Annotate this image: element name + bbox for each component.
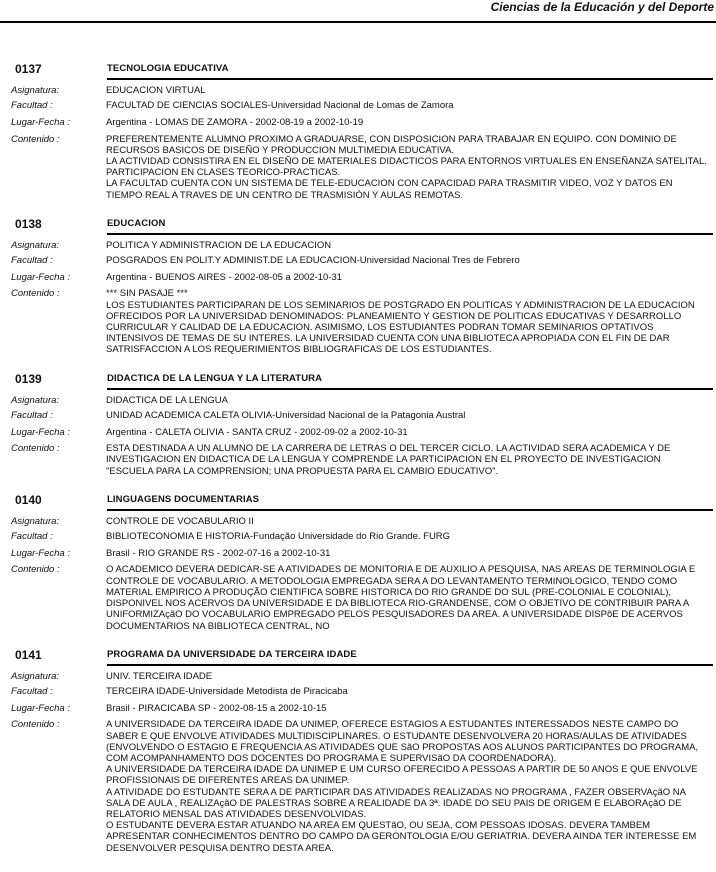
facultad-row — [0, 531, 716, 542]
facultad-label: Facultad : — [11, 255, 53, 267]
page-title: Ciencias de la Educación y del Deporte — [490, 0, 714, 14]
contenido-paragraph: *** SIN PASAJE *** — [106, 288, 188, 300]
lugar-fecha-value: Brasil - PIRACICABA SP - 2002-08-15 a 2002-10-15 — [106, 703, 327, 715]
facultad-row — [0, 255, 716, 266]
entry-code: 0137 — [15, 62, 42, 76]
entry-rule — [107, 664, 713, 666]
contenido-paragraph: LA FACULTAD CUENTA CON UN SISTEMA DE TELE-EDUCACION CON CAPACIDAD PARA TRASMITIR VIDEO, VOZ Y DATOS EN TIEMPO REAL A TRAVES DE UN CENTRO DE TRASMISIÓN Y AULAS REMOTAS. — [106, 178, 673, 201]
asignatura-row — [0, 395, 716, 406]
contenido-label: Contenido : — [11, 719, 60, 731]
contenido-value — [106, 719, 716, 853]
entry-header — [0, 213, 716, 239]
entry-header — [0, 368, 716, 394]
contenido-row — [0, 134, 716, 201]
entry-title: PROGRAMA DA UNIVERSIDADE DA TERCEIRA IDADE — [107, 648, 357, 660]
facultad-label: Facultad : — [11, 409, 53, 421]
lugar-fecha-row — [0, 117, 716, 128]
asignatura-label: Asignatura: — [11, 515, 60, 527]
header-rule — [0, 21, 716, 23]
facultad-value: POSGRADOS EN POLIT.Y ADMINIST.DE LA EDUCACION-Universidad Nacional Tres de Febrero — [106, 255, 520, 267]
facultad-row — [0, 100, 716, 111]
facultad-value: UNIDAD ACADEMICA CALETA OLIVIA-Universidad Nacional de la Patagonia Austral — [106, 409, 466, 421]
contenido-row — [0, 443, 716, 477]
facultad-value: TERCEIRA IDADE-Universidade Metodista de Piracicaba — [106, 685, 348, 697]
lugar-fecha-row — [0, 548, 716, 559]
lugar-fecha-value: Argentina - LOMAS DE ZAMORA - 2002-08-19 a 2002-10-19 — [106, 117, 364, 129]
contenido-label: Contenido : — [11, 133, 60, 145]
asignatura-row — [0, 516, 716, 527]
contenido-paragraph: A UNIVERSIDADE DA TERCEIRA IDADE DA UNIMEP E UM CURSO OFERECIDO A PESSOAS A PARTIR DE 50 ANOS E QUE ENVOLVE PROFISSIONAIS DE DIFERENTES AREAS DA UNIMEP. — [106, 764, 698, 787]
asignatura-label: Asignatura: — [11, 670, 60, 682]
contenido-row — [0, 288, 716, 355]
contenido-value — [106, 443, 716, 477]
contenido-paragraph: LA ACTIVIDAD CONSISTIRA EN EL DISEÑO DE MATERIALES DIDACTICOS PARA ENTORNOS VIRTUALES EN ENSEÑANZA SATELITAL. PARTICIPACION EN CLASES TEORICO-PRACTICAS. — [106, 156, 707, 179]
entry-header — [0, 489, 716, 515]
entry-header — [0, 644, 716, 670]
contenido-label: Contenido : — [11, 443, 60, 455]
asignatura-label: Asignatura: — [11, 85, 60, 96]
asignatura-row — [0, 671, 716, 682]
asignatura-value: CONTROLE DE VOCABULARIO II — [106, 515, 254, 527]
entry-0138 — [0, 213, 716, 356]
asignatura-label: Asignatura: — [11, 394, 60, 406]
asignatura-value: POLITICA Y ADMINISTRACION DE LA EDUCACION — [106, 239, 332, 251]
entry-rule — [107, 78, 713, 80]
lugar-fecha-label: Lugar-Fecha : — [11, 427, 70, 439]
entry-list — [0, 58, 716, 854]
asignatura-label: Asignatura: — [11, 239, 60, 251]
entry-title: LINGUAGENS DOCUMENTARIAS — [107, 493, 260, 505]
lugar-fecha-row — [0, 427, 716, 438]
entry-code: 0141 — [15, 647, 42, 662]
lugar-fecha-label: Lugar-Fecha : — [11, 548, 70, 560]
contenido-paragraph: ESTA DESTINADA A UN ALUMNO DE LA CARRERA DE LETRAS O DEL TERCER CICLO. LA ACTIVIDAD SERA ACADEMICA Y DE INVESTIGACION EN DIDACTICA DE LA LENGUA Y COMPRENDE LA PARTICIPACION EN EL PROYECTO DE INVESTIGACION "ESCUELA PARA LA COMPRENSION; UNA PROPUESTA PARA EL CAMBIO EDUCATIVO". — [106, 443, 671, 477]
asignatura-value: EDUCACION VIRTUAL — [106, 85, 206, 96]
lugar-fecha-value: Argentina - BUENOS AIRES - 2002-08-05 a 2002-10-31 — [106, 272, 343, 284]
contenido-row — [0, 719, 716, 853]
contenido-value — [106, 288, 716, 355]
facultad-row — [0, 410, 716, 421]
lugar-fecha-label: Lugar-Fecha : — [11, 272, 70, 284]
contenido-paragraph: O ACADEMICO DEVERA DEDICAR-SE A ATIVIDADES DE MONITORIA E DE AUXILIO A PESQUISA, NAS AREAS DE TERMINOLOGIA E CONTROLE DE VOCABULARIO. A METODOLOGIA EMPREGADA SERA A DO LEVANTAMENTO TERMINOLOGICO, TENDO COMO MATERIAL EMPIRICO A PRODUÇÃO CIENTIFICA SOBRE HISTORICA DO RIO GRANDE DO SUL (PRE-COLONIAL E COLONIAL), DISPONIVEL NOS ACERVOS DA UNIVERSIDADE E DA BIBLIOTECA RIO-GRANDENSE, COM O OBJETIVO DE CONTRIBUIR PARA A UNIFORMIZAçãO DO VOCABULARIO EMPREGADO PELOS PESQUISADORES DA AREA. A UNIVERSIDADE DISPõE DE ACERVOS DOCUMENTARIOS NA BIBLIOTECA CENTRAL, NO — [106, 564, 696, 632]
facultad-value: FACULTAD DE CIENCIAS SOCIALES-Universidad Nacional de Lomas de Zamora — [106, 100, 454, 112]
entry-code: 0138 — [15, 216, 42, 231]
entry-rule — [107, 233, 713, 235]
contenido-label: Contenido : — [11, 288, 60, 300]
contenido-value — [106, 564, 716, 631]
contenido-paragraph: A ATIVIDADE DO ESTUDANTE SERA A DE PARTICIPAR DAS ATIVIDADES REALIZADAS NO PROGRAMA , FAZER OBSERVAçãO NA SALA DE AULA , REALIZAçãO DE PALESTRAS SOBRE A REALIDADE DA 3ª. IDADE DO SEU PAIS DE ORIGEM E ELABORAçãO DE RELATORIO MENSAL DAS ATIVIDADES DESENVOLVIDAS. — [106, 786, 686, 820]
lugar-fecha-value: Brasil - RIO GRANDE RS - 2002-07-16 a 2002-10-31 — [106, 548, 331, 560]
entry-title: TECNOLOGIA EDUCATIVA — [107, 63, 229, 74]
asignatura-row — [0, 85, 716, 96]
asignatura-value: DIDACTICA DE LA LENGUA — [106, 394, 228, 406]
contenido-row — [0, 564, 716, 631]
lugar-fecha-label: Lugar-Fecha : — [11, 703, 70, 715]
entry-rule — [107, 509, 713, 511]
contenido-paragraph: O ESTUDANTE DEVERA ESTAR ATUANDO NA AREA EM QUESTãO, OU SEJA, COM PESSOAS IDOSAS. DEVERA TAMBEM APRESENTAR CONHECIMENTOS DENTRO DO CAMPO DA GERONTOLOGIA E/OU GERIATRIA. DEVERA AINDA TER INTERESSE EM DESENVOLVER PESQUISA DENTRO DESTA AREA. — [106, 820, 697, 854]
lugar-fecha-row — [0, 703, 716, 714]
entry-0141 — [0, 644, 716, 854]
contenido-paragraph: A UNIVERSIDADE DA TERCEIRA IDADE DA UNIMEP, OFERECE ESTAGIOS A ESTUDANTES INTERESSADOS NESTE CAMPO DO SABER E QUE ENVOLVE ATIVIDADES MULTIDISCIPLINARES. O ESTUDANTE DESENVOLVERA 20 HORAS/AULAS DE ATIVIDADES (ENVOLVENDO O ESTAGIO E FREQUENCIA AS ATIVIDADES QUE SãO PROPOSTAS AOS ALUNOS PARTICIPANTES DO PROGRAMA, COM ACOMPANHAMENTO DOS DOCENTES DO PROGRAMA E SUPERVISãO DA COORDENADORA). — [106, 719, 699, 764]
lugar-fecha-value: Argentina - CALETA OLIVIA - SANTA CRUZ - 2002-09-02 a 2002-10-31 — [106, 427, 408, 439]
lugar-fecha-label: Lugar-Fecha : — [11, 117, 70, 129]
contenido-paragraph: PREFERENTEMENTE ALUMNO PROXIMO A GRADUARSE, CON DISPOSICION PARA TRABAJAR EN EQUIPO. CON DOMINIO DE RECURSOS BASICOS DE DISEÑO Y PRODUCCION MULTIMEDIA EDUCATIVA. — [106, 133, 677, 156]
entry-title: EDUCACION — [107, 217, 166, 229]
entry-0139 — [0, 368, 716, 477]
contenido-value — [106, 134, 716, 201]
entry-header — [0, 58, 716, 84]
facultad-label: Facultad : — [11, 685, 53, 697]
asignatura-row — [0, 240, 716, 251]
lugar-fecha-row — [0, 272, 716, 283]
asignatura-value: UNIV. TERCEIRA IDADE — [106, 670, 213, 682]
entry-0137 — [0, 58, 716, 201]
entry-rule — [107, 388, 713, 390]
facultad-value: BIBLIOTECONOMIA E HISTORIA-Fundação Universidade do Rio Grande. FURG — [106, 531, 451, 543]
entry-code: 0139 — [15, 371, 42, 386]
contenido-label: Contenido : — [11, 564, 60, 576]
entry-title: DIDACTICA DE LA LENGUA Y LA LITERATURA — [107, 372, 323, 384]
contenido-paragraph: LOS ESTUDIANTES PARTICIPARAN DE LOS SEMINARIOS DE POSTGRADO EN POLITICAS Y ADMINISTRACION DE LA EDUCACION OFRECIDOS POR LA UNIVERSIDAD DENOMINADOS: PLANEAMIENTO Y GESTION DE POLITICAS EDUCATIVAS Y DESARROLLO CURRICULAR Y CALIDAD DE LA EDUCACION. ASIMISMO, LOS ESTUDIANTES PODRAN TOMAR SEMINARIOS OPTATIVOS INTENSIVOS DE TEMAS DE SU INTERES. LA UNIVERSIDAD CUENTA CON UNA BIBLIOTECA APROPIADA CON EL FIN DE DAR SATRISFACCION A LOS REQUERIMIENTOS BIBLIOGRAFICAS DE LOS ESTUDIANTES. — [106, 299, 695, 356]
facultad-row — [0, 686, 716, 697]
entry-code: 0140 — [15, 492, 42, 507]
entry-0140 — [0, 489, 716, 632]
facultad-label: Facultad : — [11, 531, 53, 543]
facultad-label: Facultad : — [11, 100, 53, 112]
